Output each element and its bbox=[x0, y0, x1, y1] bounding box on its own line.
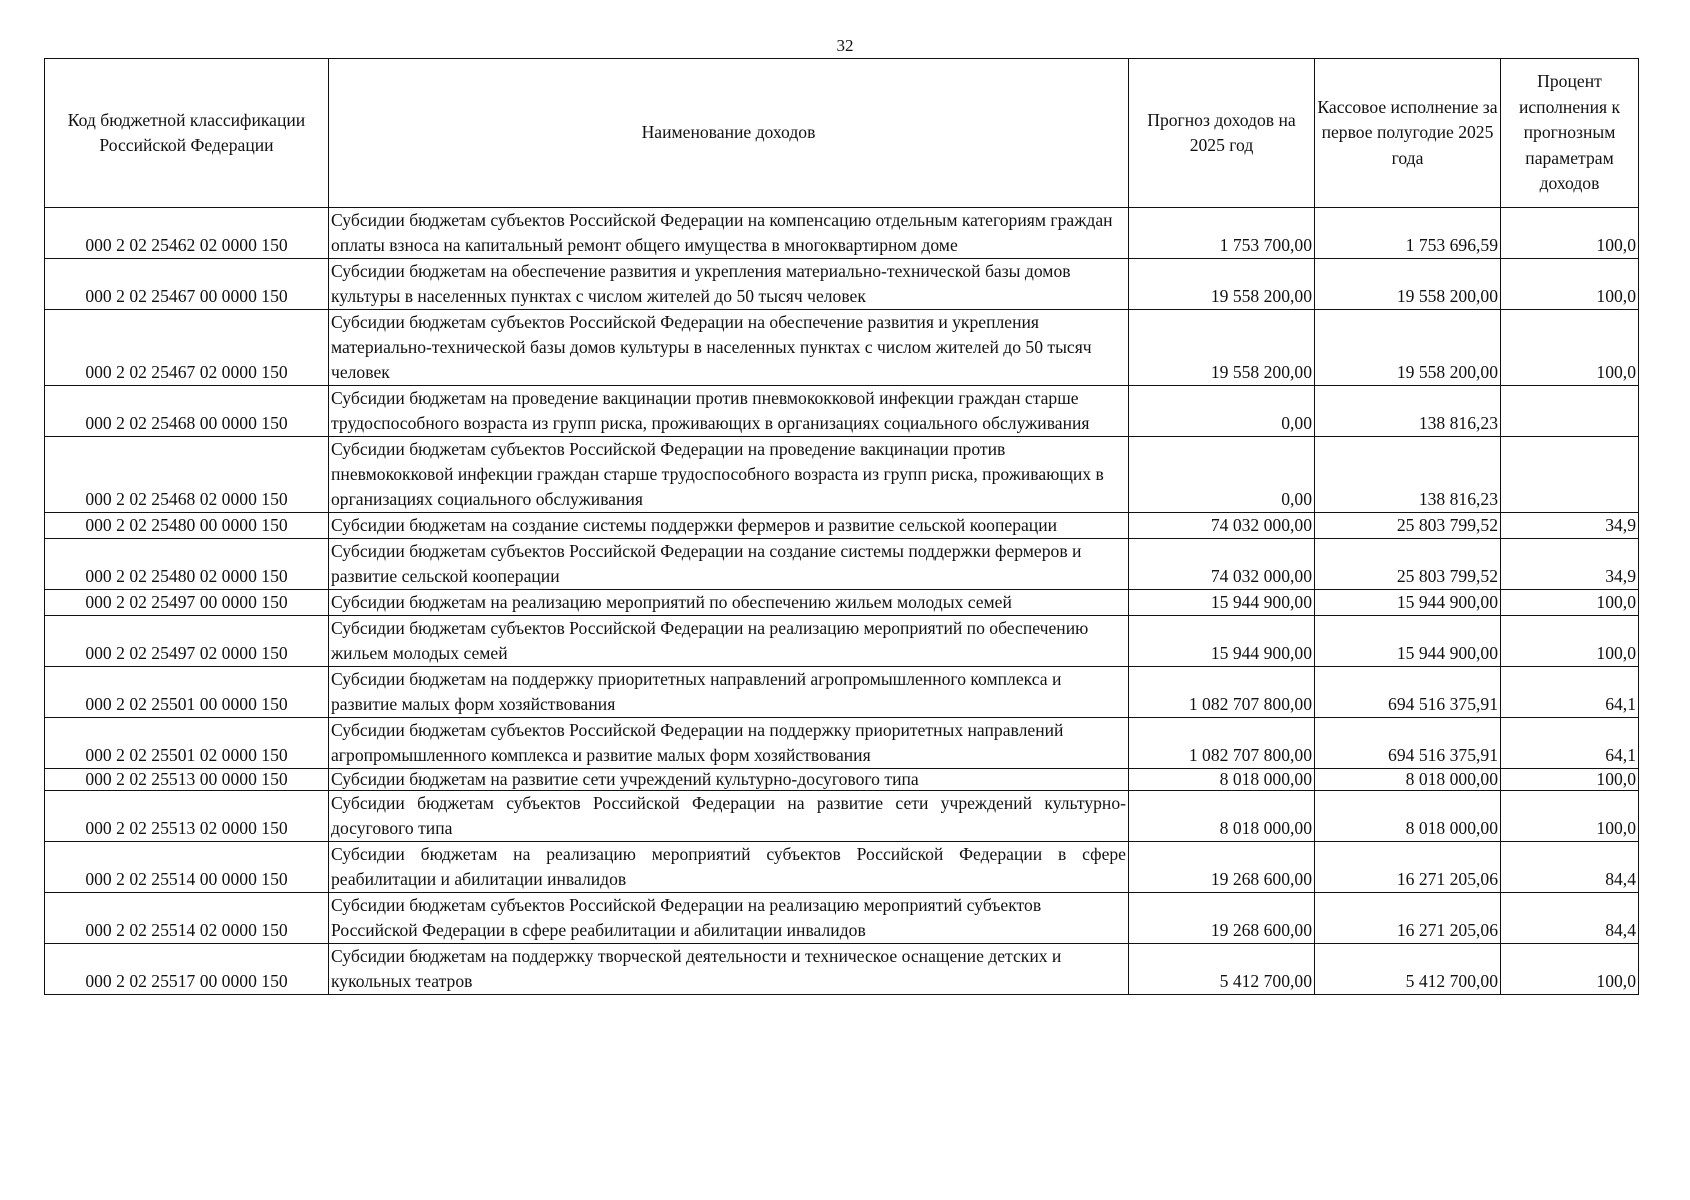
row-forecast: 0,00 bbox=[1129, 386, 1315, 437]
row-code: 000 2 02 25467 00 0000 150 bbox=[45, 259, 329, 310]
row-percent: 100,0 bbox=[1501, 590, 1639, 616]
row-code: 000 2 02 25517 00 0000 150 bbox=[45, 944, 329, 995]
row-percent: 84,4 bbox=[1501, 842, 1639, 893]
header-execution: Кассовое исполнение за первое полугодие 2025 года bbox=[1315, 59, 1501, 208]
row-code: 000 2 02 25501 02 0000 150 bbox=[45, 718, 329, 769]
row-execution: 8 018 000,00 bbox=[1315, 791, 1501, 842]
header-name: Наименование доходов bbox=[329, 59, 1129, 208]
header-code: Код бюджетной классификации Российской Федерации bbox=[45, 59, 329, 208]
row-code: 000 2 02 25480 00 0000 150 bbox=[45, 513, 329, 539]
table-row bbox=[45, 539, 1639, 590]
row-forecast: 1 082 707 800,00 bbox=[1129, 667, 1315, 718]
row-name: Субсидии бюджетам субъектов Российской Федерации на создание системы поддержки фермеров и развитие сельской кооперации bbox=[329, 539, 1129, 590]
row-code: 000 2 02 25467 02 0000 150 bbox=[45, 310, 329, 386]
header-percent: Процент исполнения к прогнозным параметрам доходов bbox=[1501, 59, 1639, 208]
row-forecast: 19 558 200,00 bbox=[1129, 310, 1315, 386]
row-name: Субсидии бюджетам на создание системы поддержки фермеров и развитие сельской кооперации bbox=[329, 513, 1129, 539]
row-execution: 25 803 799,52 bbox=[1315, 539, 1501, 590]
page-number: 32 bbox=[836, 36, 854, 55]
row-execution: 15 944 900,00 bbox=[1315, 590, 1501, 616]
row-forecast: 74 032 000,00 bbox=[1129, 539, 1315, 590]
row-forecast: 5 412 700,00 bbox=[1129, 944, 1315, 995]
table-row bbox=[45, 386, 1639, 437]
row-percent bbox=[1501, 437, 1639, 513]
row-percent: 100,0 bbox=[1501, 310, 1639, 386]
row-code: 000 2 02 25497 02 0000 150 bbox=[45, 616, 329, 667]
row-percent: 100,0 bbox=[1501, 259, 1639, 310]
row-forecast: 1 082 707 800,00 bbox=[1129, 718, 1315, 769]
row-name: Субсидии бюджетам субъектов Российской Федерации на реализацию мероприятий субъектов Российской Федерации в сфере реабилитации и абилитации инвалидов bbox=[329, 893, 1129, 944]
row-execution: 15 944 900,00 bbox=[1315, 616, 1501, 667]
row-percent: 100,0 bbox=[1501, 769, 1639, 791]
row-name: Субсидии бюджетам субъектов Российской Федерации на развитие сети учреждений культурно-досугового типа bbox=[329, 791, 1129, 842]
row-name: Субсидии бюджетам на проведение вакцинации против пневмококковой инфекции граждан старше трудоспособного возраста из групп риска, проживающих в организациях социального обслуживания bbox=[329, 386, 1129, 437]
row-code: 000 2 02 25462 02 0000 150 bbox=[45, 208, 329, 259]
table-row bbox=[45, 791, 1639, 842]
table-row bbox=[45, 310, 1639, 386]
row-execution: 1 753 696,59 bbox=[1315, 208, 1501, 259]
row-code: 000 2 02 25514 00 0000 150 bbox=[45, 842, 329, 893]
table-row bbox=[45, 616, 1639, 667]
row-forecast: 74 032 000,00 bbox=[1129, 513, 1315, 539]
row-name: Субсидии бюджетам на поддержку приоритетных направлений агропромышленного комплекса и развитие малых форм хозяйствования bbox=[329, 667, 1129, 718]
row-name: Субсидии бюджетам субъектов Российской Федерации на поддержку приоритетных направлений агропромышленного комплекса и развитие малых форм хозяйствования bbox=[329, 718, 1129, 769]
row-code: 000 2 02 25514 02 0000 150 bbox=[45, 893, 329, 944]
row-name: Субсидии бюджетам на поддержку творческой деятельности и техническое оснащение детских и кукольных театров bbox=[329, 944, 1129, 995]
row-percent: 34,9 bbox=[1501, 513, 1639, 539]
row-execution: 5 412 700,00 bbox=[1315, 944, 1501, 995]
table-row bbox=[45, 437, 1639, 513]
row-forecast: 19 558 200,00 bbox=[1129, 259, 1315, 310]
row-forecast: 8 018 000,00 bbox=[1129, 791, 1315, 842]
row-percent bbox=[1501, 386, 1639, 437]
table-row bbox=[45, 590, 1639, 616]
table-row bbox=[45, 208, 1639, 259]
row-percent: 100,0 bbox=[1501, 208, 1639, 259]
table-row bbox=[45, 944, 1639, 995]
row-forecast: 8 018 000,00 bbox=[1129, 769, 1315, 791]
row-execution: 19 558 200,00 bbox=[1315, 259, 1501, 310]
row-execution: 8 018 000,00 bbox=[1315, 769, 1501, 791]
row-execution: 694 516 375,91 bbox=[1315, 718, 1501, 769]
row-name: Субсидии бюджетам субъектов Российской Федерации на реализацию мероприятий по обеспечению жильем молодых семей bbox=[329, 616, 1129, 667]
row-percent: 34,9 bbox=[1501, 539, 1639, 590]
row-percent: 84,4 bbox=[1501, 893, 1639, 944]
row-name: Субсидии бюджетам на реализацию мероприятий субъектов Российской Федерации в сфере реабилитации и абилитации инвалидов bbox=[329, 842, 1129, 893]
row-code: 000 2 02 25497 00 0000 150 bbox=[45, 590, 329, 616]
revenue-table bbox=[44, 58, 1639, 995]
row-name: Субсидии бюджетам на развитие сети учреждений культурно-досугового типа bbox=[329, 769, 1129, 791]
row-forecast: 15 944 900,00 bbox=[1129, 616, 1315, 667]
row-execution: 16 271 205,06 bbox=[1315, 893, 1501, 944]
row-name: Субсидии бюджетам субъектов Российской Федерации на компенсацию отдельным категориям граждан оплаты взноса на капитальный ремонт общего имущества в многоквартирном доме bbox=[329, 208, 1129, 259]
row-code: 000 2 02 25513 00 0000 150 bbox=[45, 769, 329, 791]
row-name: Субсидии бюджетам субъектов Российской Федерации на обеспечение развития и укрепления материально-технической базы домов культуры в населенных пунктах с числом жителей до 50 тысяч человек bbox=[329, 310, 1129, 386]
table-header-row bbox=[45, 59, 1639, 208]
table-row bbox=[45, 667, 1639, 718]
row-name: Субсидии бюджетам субъектов Российской Федерации на проведение вакцинации против пневмококковой инфекции граждан старше трудоспособного возраста из групп риска, проживающих в организациях социального обслуживания bbox=[329, 437, 1129, 513]
row-forecast: 15 944 900,00 bbox=[1129, 590, 1315, 616]
row-forecast: 19 268 600,00 bbox=[1129, 842, 1315, 893]
row-execution: 19 558 200,00 bbox=[1315, 310, 1501, 386]
row-execution: 16 271 205,06 bbox=[1315, 842, 1501, 893]
row-name: Субсидии бюджетам на обеспечение развития и укрепления материально-технической базы домов культуры в населенных пунктах с числом жителей до 50 тысяч человек bbox=[329, 259, 1129, 310]
row-code: 000 2 02 25501 00 0000 150 bbox=[45, 667, 329, 718]
row-percent: 100,0 bbox=[1501, 944, 1639, 995]
row-code: 000 2 02 25513 02 0000 150 bbox=[45, 791, 329, 842]
table-row bbox=[45, 842, 1639, 893]
row-forecast: 0,00 bbox=[1129, 437, 1315, 513]
table-row bbox=[45, 718, 1639, 769]
table-row bbox=[45, 259, 1639, 310]
row-percent: 100,0 bbox=[1501, 791, 1639, 842]
row-execution: 138 816,23 bbox=[1315, 386, 1501, 437]
row-forecast: 19 268 600,00 bbox=[1129, 893, 1315, 944]
row-code: 000 2 02 25468 00 0000 150 bbox=[45, 386, 329, 437]
row-name: Субсидии бюджетам на реализацию мероприятий по обеспечению жильем молодых семей bbox=[329, 590, 1129, 616]
row-code: 000 2 02 25480 02 0000 150 bbox=[45, 539, 329, 590]
row-execution: 694 516 375,91 bbox=[1315, 667, 1501, 718]
table-row bbox=[45, 769, 1639, 791]
row-code: 000 2 02 25468 02 0000 150 bbox=[45, 437, 329, 513]
row-execution: 25 803 799,52 bbox=[1315, 513, 1501, 539]
row-forecast: 1 753 700,00 bbox=[1129, 208, 1315, 259]
header-forecast: Прогноз доходов на 2025 год bbox=[1129, 59, 1315, 208]
row-percent: 64,1 bbox=[1501, 667, 1639, 718]
row-percent: 64,1 bbox=[1501, 718, 1639, 769]
row-execution: 138 816,23 bbox=[1315, 437, 1501, 513]
table-row bbox=[45, 893, 1639, 944]
row-percent: 100,0 bbox=[1501, 616, 1639, 667]
table-row bbox=[45, 513, 1639, 539]
